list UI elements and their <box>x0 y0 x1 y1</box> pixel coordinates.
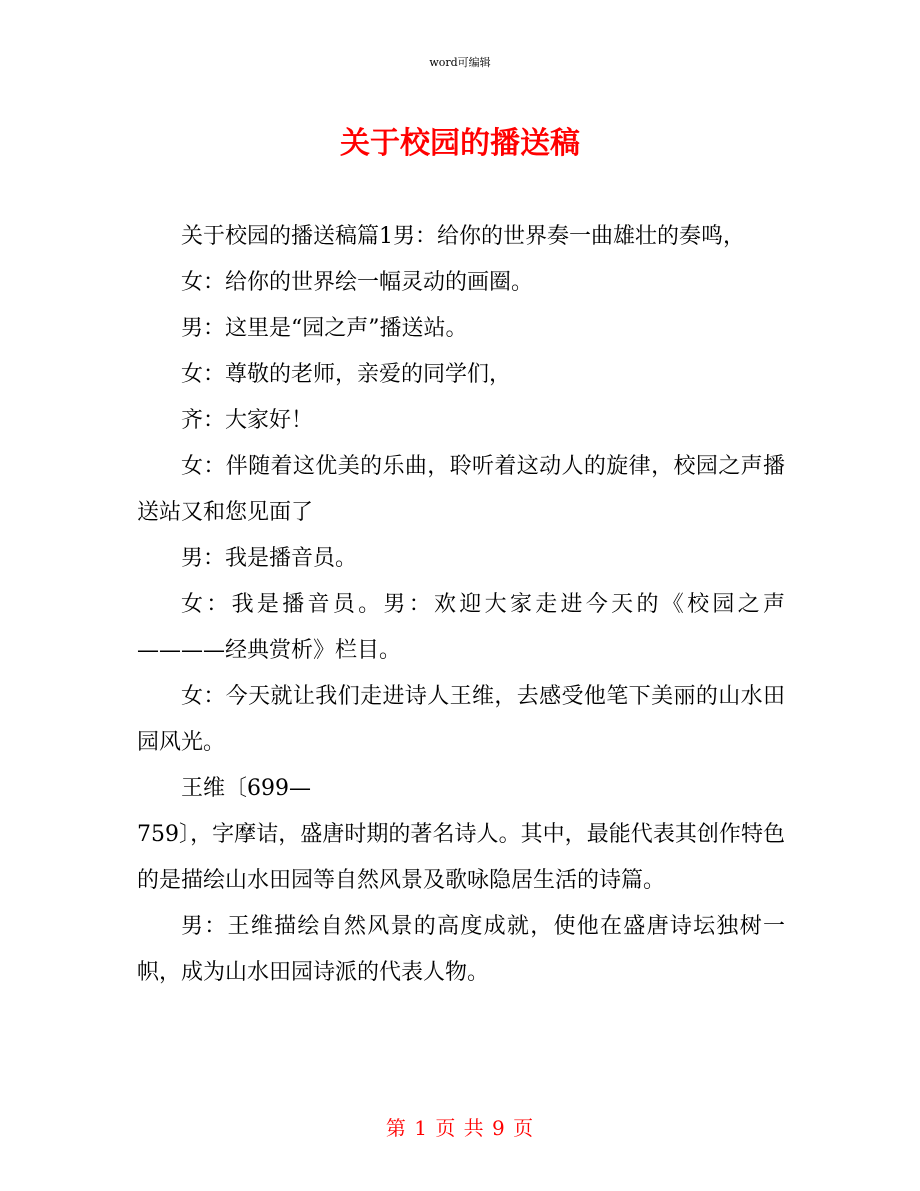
paragraph: 女：伴随着这优美的乐曲，聆听着这动人的旋律，校园之声播送站又和您见面了 <box>137 454 785 525</box>
paragraph: 女：今天就让我们走进诗人王维，去感受他笔下美丽的山水田园风光。 <box>137 684 785 755</box>
page-indicator: 第 1 页 共 9 页 <box>385 1116 535 1140</box>
paragraph: 男：我是播音员。 <box>181 546 358 571</box>
paragraph: 男：王维描绘自然风景的高度成就，使他在盛唐诗坛独树一帜，成为山水田园诗派的代表人物。 <box>137 914 785 985</box>
paragraph: 759〕，字摩诘，盛唐时期的著名诗人。其中，最能代表其创作特色的是描绘山水田园等自然风景及歌咏隐居生活的诗篇。 <box>137 822 785 893</box>
paragraph: 男：这里是“园之声”播送站。 <box>181 316 468 341</box>
document-title: 关于校园的播送稿 <box>340 126 580 161</box>
paragraph: 王维〔699— <box>181 776 311 801</box>
paragraph: 女：尊敬的老师，亲爱的同学们， <box>181 362 512 387</box>
paragraph: 女：我是播音员。男：欢迎大家走进今天的《校园之声————经典赏析》栏目。 <box>137 592 785 663</box>
paragraph: 关于校园的播送稿篇1男：给你的世界奏一曲雄壮的奏鸣， <box>181 224 745 249</box>
paragraph: 女：给你的世界绘一幅灵动的画圈。 <box>181 270 534 295</box>
header-note: word可编辑 <box>429 56 491 69</box>
document-body <box>137 214 785 996</box>
paragraph: 齐：大家好！ <box>181 408 314 433</box>
